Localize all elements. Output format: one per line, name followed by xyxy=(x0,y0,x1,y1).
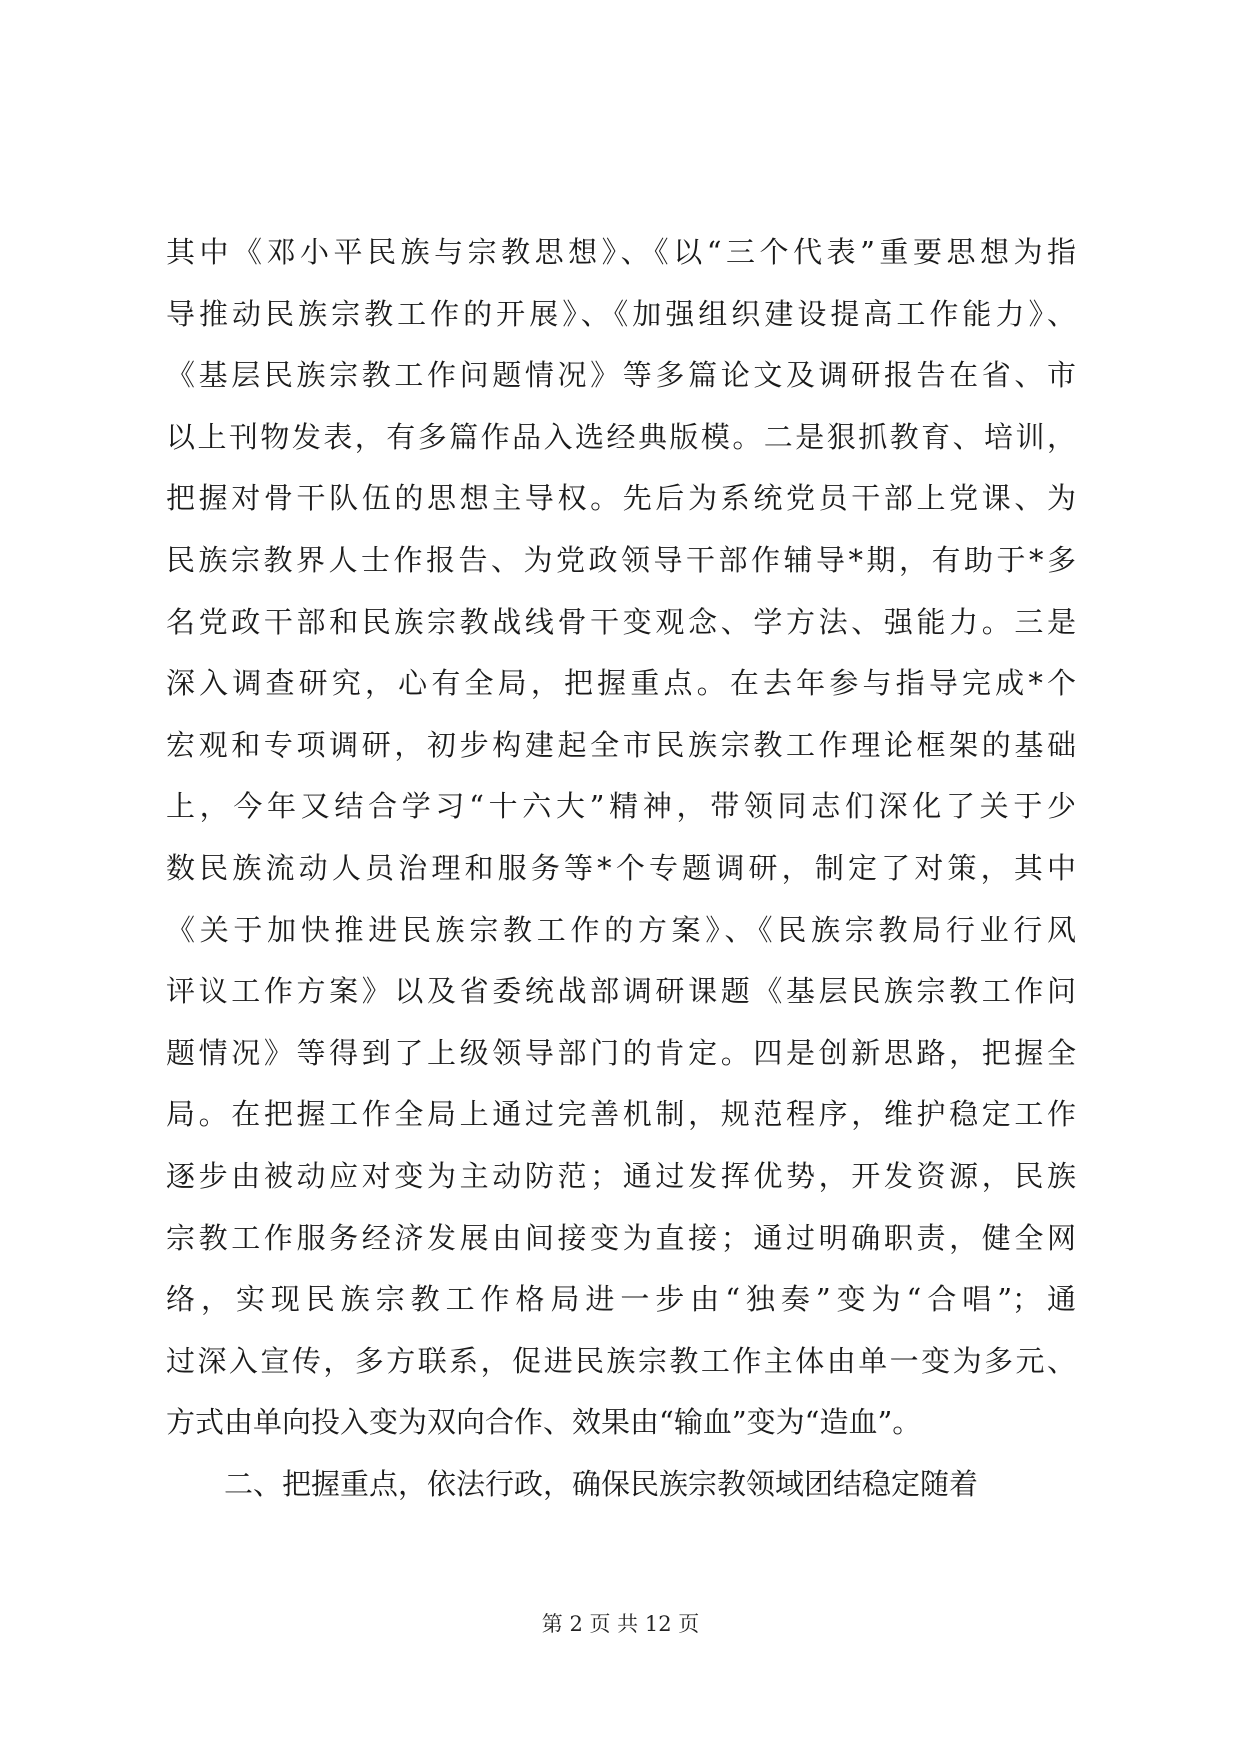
text-line-8: 深入调查研究，心有全局，把握重点。在去年参与指导完成*个 xyxy=(166,666,1076,701)
text-line-4: 以上刊物发表，有多篇作品入选经典版模。二是狠抓教育、培训， xyxy=(166,419,1076,454)
text-line-2: 导推动民族宗教工作的开展》、《加强组织建设提高工作能力》、 xyxy=(166,296,1076,331)
text-line-6: 民族宗教界人士作报告、为党政领导干部作辅导*期，有助于*多 xyxy=(166,542,1076,577)
text-line-20: 方式由单向投入变为双向合作、效果由“输血”变为“造血”。 xyxy=(166,1405,922,1440)
text-line-7: 名党政干部和民族宗教战线骨干变观念、学方法、强能力。三是 xyxy=(166,604,1076,639)
text-line-9: 宏观和专项调研，初步构建起全市民族宗教工作理论框架的基础 xyxy=(166,727,1076,762)
text-line-10: 上，今年又结合学习“十六大”精神，带领同志们深化了关于少 xyxy=(166,789,1076,824)
text-line-5: 把握对骨干队伍的思想主导权。先后为系统党员干部上党课、为 xyxy=(166,481,1076,516)
text-line-13: 评议工作方案》以及省委统战部调研课题《基层民族宗教工作问 xyxy=(166,974,1076,1009)
text-line-15: 局。在把握工作全局上通过完善机制，规范程序，维护稳定工作 xyxy=(166,1097,1076,1132)
text-line-17: 宗教工作服务经济发展由间接变为直接；通过明确职责，健全网 xyxy=(166,1220,1076,1255)
text-line-14: 题情况》等得到了上级领导部门的肯定。四是创新思路，把握全 xyxy=(166,1035,1076,1070)
text-line-3: 《基层民族宗教工作问题情况》等多篇论文及调研报告在省、市 xyxy=(166,358,1076,393)
text-line-18: 络，实现民族宗教工作格局进一步由“独奏”变为“合唱”；通 xyxy=(166,1282,1076,1317)
text-line-1: 其中《邓小平民族与宗教思想》、《以“三个代表”重要思想为指 xyxy=(166,235,1076,269)
text-line-19: 过深入宣传，多方联系，促进民族宗教工作主体由单一变为多元、 xyxy=(166,1343,1076,1378)
page-footer: 第 2 页 共 12 页 xyxy=(541,1612,700,1636)
text-line-16: 逐步由被动应对变为主动防范；通过发挥优势，开发资源，民族 xyxy=(166,1158,1076,1193)
body-text xyxy=(166,222,1076,1515)
text-line-11: 数民族流动人员治理和服务等*个专题调研，制定了对策，其中 xyxy=(166,850,1076,885)
section-heading-line: 二、把握重点，依法行政，确保民族宗教领域团结稳定随着 xyxy=(224,1466,979,1501)
text-line-12: 《关于加快推进民族宗教工作的方案》、《民族宗教局行业行风 xyxy=(166,912,1076,947)
